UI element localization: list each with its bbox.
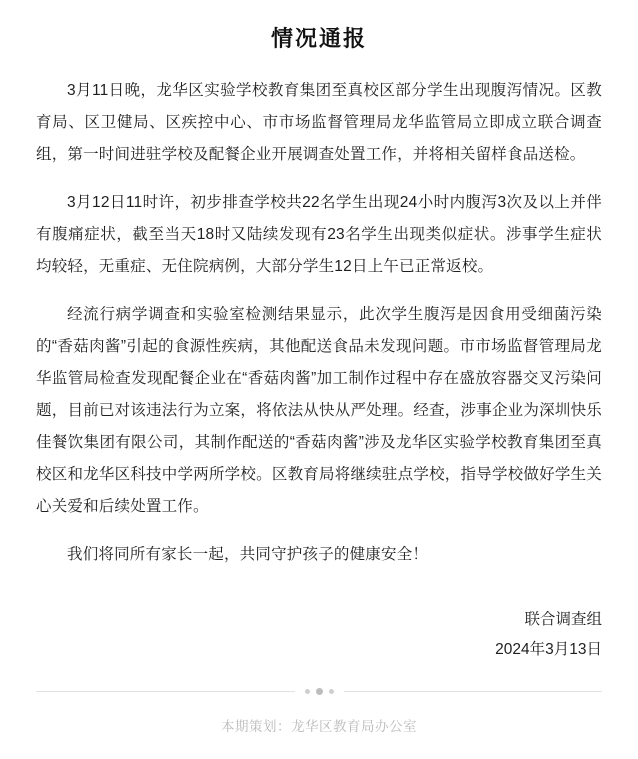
dot-icon <box>305 689 310 694</box>
signature-date: 2024年3月13日 <box>495 641 602 658</box>
signature-block <box>36 605 602 665</box>
divider-dots <box>295 688 344 695</box>
footer <box>0 667 638 759</box>
paragraph: 经流行病学调查和实验室检测结果显示，此次学生腹泻是因食用受细菌污染的“香菇肉酱”引起的食源性疾病，其他配送食品未发现问题。市市场监督管理局龙华监管局检查发现配餐企业在“香菇肉酱”加工制作过程中存在盛放容器交叉污染问题，目前已对该违法行为立案，将依法从快从严处理。经查，涉事企业为深圳快乐佳餐饮集团有限公司，其制作配送的“香菇肉酱”涉及龙华区实验学校教育集团至真校区和龙华区科技中学两所学校。区教育局将继续驻点学校，指导学校做好学生关心关爱和后续处置工作。 <box>36 306 602 515</box>
paragraph: 3月12日11时许，初步排查学校共22名学生出现24小时内腹泻3次及以上并伴有腹痛症状，截至当天18时又陆续发现有23名学生出现类似症状。涉事学生症状均较轻，无重症、无住院病例，大部分学生12日上午已正常返校。 <box>36 194 602 275</box>
paragraph: 我们将同所有家长一起，共同守护孩子的健康安全！ <box>67 546 429 563</box>
page-title: 情况通报 <box>270 26 367 51</box>
dot-icon <box>316 688 323 695</box>
dot-icon <box>329 689 334 694</box>
footer-divider <box>36 685 602 697</box>
footer-credit: 本期策划：龙华区教育局办公室 <box>221 719 417 734</box>
document-body <box>36 69 602 571</box>
paragraph: 3月11日晚，龙华区实验学校教育集团至真校区部分学生出现腹泻情况。区教育局、区卫健局、区疾控中心、市市场监督管理局龙华监管局立即成立联合调查组，第一时间进驻学校及配餐企业开展调查处置工作，并将相关留样食品送检。 <box>36 82 602 163</box>
signature-org: 联合调查组 <box>524 611 602 628</box>
